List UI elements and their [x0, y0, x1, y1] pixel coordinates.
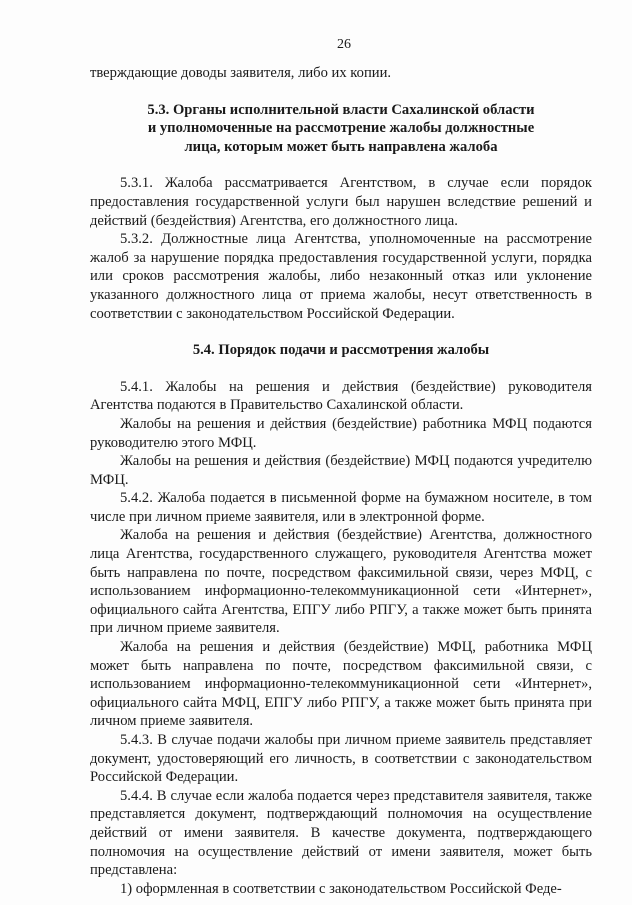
paragraph: Жалоба на решения и действия (бездействие) МФЦ, работника МФЦ может быть направлена по почте, посредством факсимильной связи, с использованием информационно-телекоммуникационной сети «Интернет», официального сайта МФЦ, ЕПГУ либо РПГУ, а также может быть принята при личном приеме заявителя.: [90, 639, 592, 730]
section-heading-5-4: 5.4. Порядок подачи и рассмотрения жалобы: [192, 342, 490, 359]
heading-line: лица, которым может быть направлена жалоба: [184, 138, 498, 155]
paragraph-5-4-4: 5.4.4. В случае если жалоба подается через представителя заявителя, также представляется документ, подтверждающий полномочия на осуществление действий от имени заявителя. В качестве документа, подтверждающего полномочия на осуществление действий от имени заявителя, может быть представлена:: [90, 787, 592, 879]
paragraph-5-4-2: 5.4.2. Жалоба подается в письменной форме на бумажном носителе, в том числе при личном приеме заявителя, или в электронной форме.: [90, 490, 592, 525]
section-heading-5-3: [90, 101, 592, 157]
page-number: 26: [337, 37, 351, 52]
paragraph: Жалобы на решения и действия (бездействие) МФЦ подаются учредителю МФЦ.: [90, 453, 592, 488]
paragraph-continuation: тверждающие доводы заявителя, либо их копии.: [90, 65, 392, 81]
paragraph: Жалобы на решения и действия (бездействие) работника МФЦ подаются руководителю этого МФЦ.: [90, 415, 592, 451]
heading-line: 5.3. Органы исполнительной власти Сахалинской области: [147, 101, 535, 118]
paragraph-5-4-3: 5.4.3. В случае подачи жалобы при личном приеме заявитель представляет документ, удостоверяющий его личность, в соответствии с законодательством Российской Федерации.: [90, 732, 592, 786]
heading-line: и уполномоченные на рассмотрение жалобы должностные: [147, 120, 535, 137]
paragraph-5-3-1: 5.3.1. Жалоба рассматривается Агентством, в случае если порядок предоставления государственной услуги был нарушен вследствие решений и действий (бездействия) Агентства, его должностного лица.: [90, 175, 592, 229]
paragraph-5-3-2: 5.3.2. Должностные лица Агентства, уполномоченные на рассмотрение жалоб за нарушение порядка предоставления государственной услуги, порядка или сроков рассмотрения жалобы, либо незаконный отказ или уклонение указанного должностного лица от приема жалобы, несут ответственность в соответствии с законодательством Российской Федерации.: [90, 231, 592, 322]
paragraph-list-item: 1) оформленная в соответствии с законодательством Российской Феде-: [120, 880, 562, 897]
paragraph-5-4-1: 5.4.1. Жалобы на решения и действия (бездействие) руководителя Агентства подаются в Правительство Сахалинской области.: [90, 378, 592, 414]
paragraph: Жалоба на решения и действия (бездействие) Агентства, должностного лица Агентства, государственного служащего, руководителя Агентства может быть направлена по почте, посредством факсимильной связи, через МФЦ, с использованием информационно-телекоммуникационной сети «Интернет», официального сайта Агентства, ЕПГУ либо РПГУ, а также может быть принята при личном приеме заявителя.: [90, 527, 592, 637]
